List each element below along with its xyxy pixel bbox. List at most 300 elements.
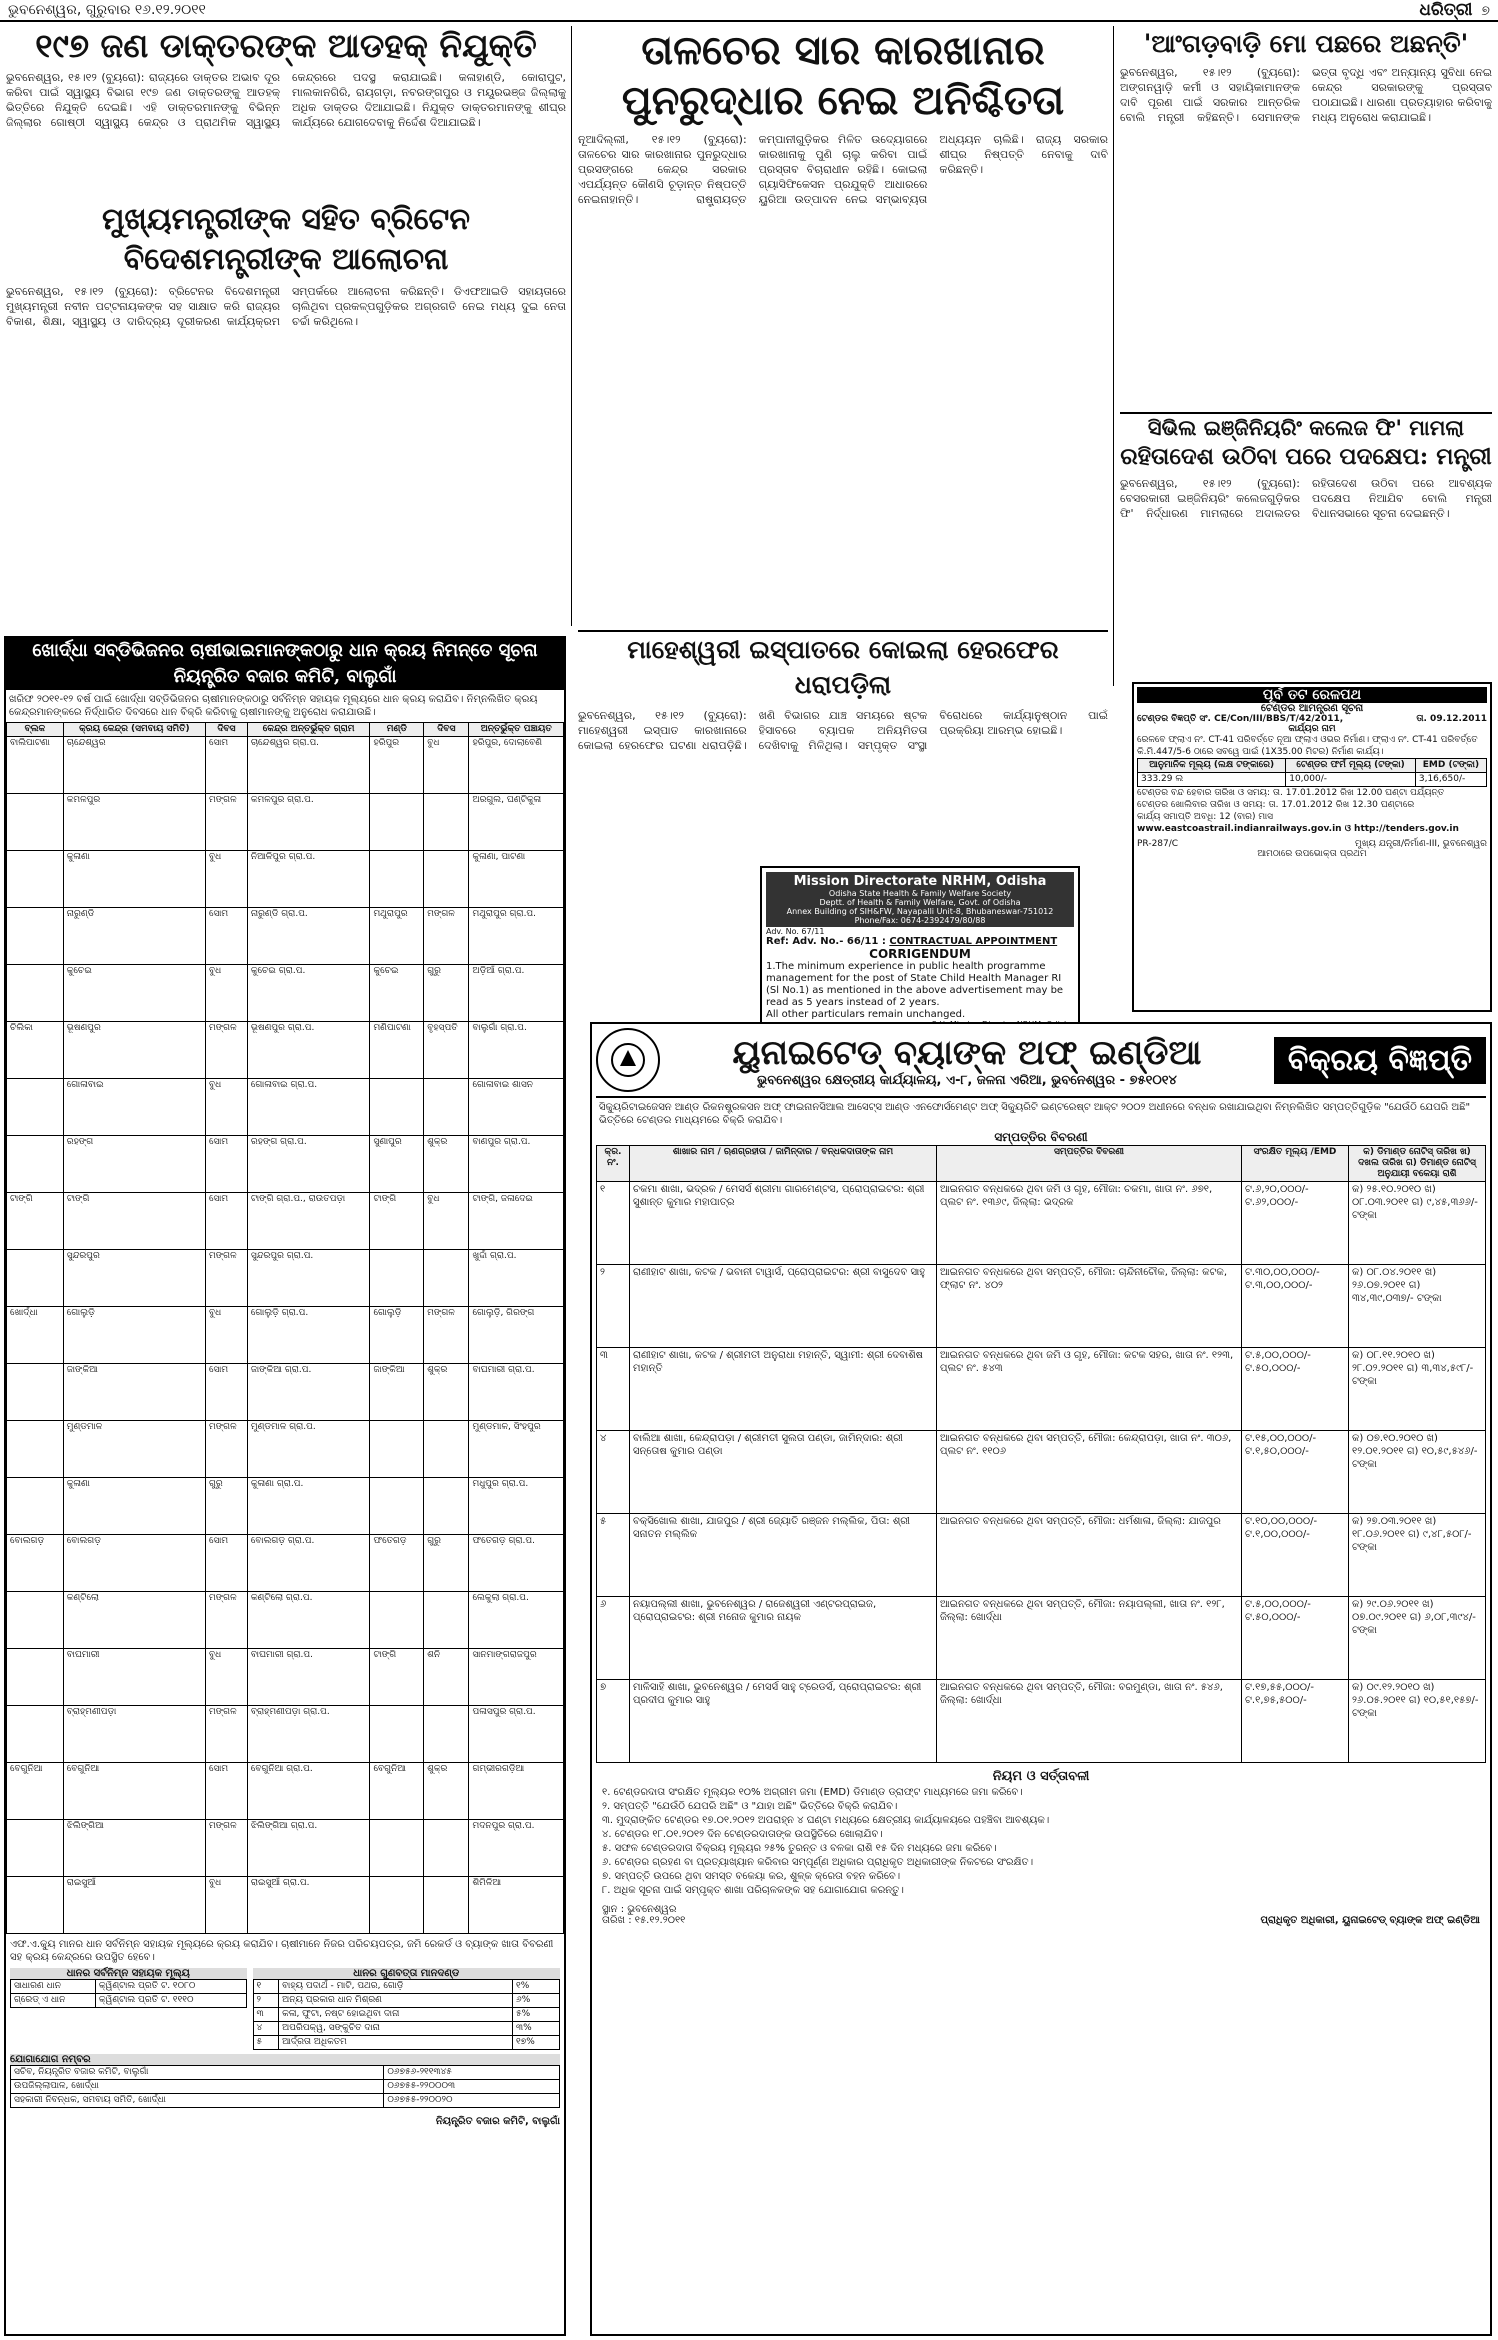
table-cell: ବାଣପୁର ଗ୍ରା.ପ. bbox=[469, 1136, 564, 1193]
table-cell: କ୍ୱିଣ୍ଟାଲ ପ୍ରତି ଟ. ୧୧୧୦ bbox=[95, 1994, 246, 2008]
table-cell: ଝିଲିଙ୍ଗିଆ ଗ୍ରା.ପ. bbox=[247, 1820, 370, 1877]
table-row bbox=[597, 1597, 1486, 1680]
cell-reserve: ଟ.୫,୦୦,୦୦୦/- ଟ.୫୦,୦୦୦/- bbox=[1242, 1597, 1349, 1680]
story-doctors-body: ଭୁବନେଶ୍ୱର, ୧୫।୧୨ (ବ୍ୟୁରୋ): ରାଜ୍ୟରେ ଡାକ୍ତର ଅଭାବ ଦୂର କରିବା ପାଇଁ ସ୍ୱାସ୍ଥ୍ୟ ବିଭାଗ ୧୯୭ ଜଣ ଡାକ୍ତରଙ୍କୁ ଆଡହକ୍ ଭିତ୍ତିରେ ନିଯୁକ୍ତି ଦେଇଛି। ଏହି ଡାକ୍ତରମାନଙ୍କୁ ବିଭିନ୍ନ ଜିଲ୍ଲାର ଗୋଷ୍ଠୀ ସ୍ୱାସ୍ଥ୍ୟ କେନ୍ଦ୍ର ଓ ପ୍ରାଥମିକ ସ୍ୱାସ୍ଥ୍ୟ କେନ୍ଦ୍ରରେ ପଦସ୍ଥ କରାଯାଇଛି। କଳାହାଣ୍ଡି, କୋରାପୁଟ, ମାଲକାନଗିରି, ରାୟଗଡ଼ା, ନବରଙ୍ଗପୁର ଓ ମୟୂରଭଞ୍ଜ ଜିଲ୍ଲାକୁ ଅଧିକ ଡାକ୍ତର ଦିଆଯାଇଛି। ନିଯୁକ୍ତ ଡାକ୍ତରମାନଙ୍କୁ ଶୀଘ୍ର କାର୍ଯ୍ୟରେ ଯୋଗଦେବାକୁ ନିର୍ଦ୍ଦେଶ ଦିଆଯାଇଛି। bbox=[6, 71, 566, 129]
railway-col1: ଆନୁମାନିକ ମୂଲ୍ୟ (ଲକ୍ଷ ଟଙ୍କାରେ) bbox=[1138, 759, 1286, 773]
table-cell: ୧ bbox=[253, 1980, 279, 1994]
table-cell: ବାଘମାରୀ ଗ୍ରା.ପ. bbox=[247, 1649, 370, 1706]
table-cell: ବେଗୁନିଆ bbox=[7, 1763, 64, 1820]
nrhm-corrigendum-ad bbox=[760, 866, 1080, 1046]
term-item: ୪. ଟେଣ୍ଡର ୧୮.୦୧.୨୦୧୨ ଦିନ ଟେଣ୍ଡରଦାତାଙ୍କ ଉପସ୍ଥିତିରେ ଖୋଲାଯିବ। bbox=[602, 1829, 883, 1840]
ubi-table-title: ସମ୍ପତ୍ତିର ବିବରଣୀ bbox=[994, 1130, 1088, 1144]
story-fee-headline-1: ସିଭିଲ ଇଞ୍ଜିନିୟରିଂ କଲେଜ ଫି' ମାମଲା bbox=[1147, 415, 1465, 440]
table-row bbox=[7, 1136, 564, 1193]
table-cell bbox=[424, 1592, 469, 1649]
table-cell: ଆର୍ଦ୍ରତା ଅଧିକତମ bbox=[279, 2036, 513, 2050]
term-item: ୮. ଅଧିକ ସୂଚନା ପାଇଁ ସମ୍ପୃକ୍ତ ଶାଖା ପରିଚାଳକଙ୍କ ସହ ଯୋଗାଯୋଗ କରନ୍ତୁ। bbox=[602, 1885, 904, 1896]
term-item: ୧. ଟେଣ୍ଡରଦାତା ସଂରକ୍ଷିତ ମୂଲ୍ୟର ୧୦% ଅଗ୍ରୀମ ଜମା (EMD) ଡିମାଣ୍ଡ ଡ୍ରାଫ୍ଟ ମାଧ୍ୟମରେ ଜମା କରିବେ। bbox=[602, 1787, 1023, 1798]
table-cell: ବେଗୁନିଆ ଗ୍ରା.ପ. bbox=[247, 1763, 370, 1820]
table-cell: ଗୋଲୁଡ଼ି ଗ୍ରା.ପ. bbox=[247, 1307, 370, 1364]
table-cell: ବୋଲଗଡ଼ ଗ୍ରା.ପ. bbox=[247, 1535, 370, 1592]
table-cell bbox=[370, 1478, 424, 1535]
table-cell: ୨ bbox=[253, 1994, 279, 2008]
proc-header: ଦିବସ bbox=[206, 723, 248, 737]
ubi-property-table bbox=[596, 1145, 1486, 1763]
table-row bbox=[597, 1431, 1486, 1514]
table-row bbox=[7, 851, 564, 908]
cell-property: ଆଇନଗତ ବନ୍ଧକରେ ଥିବା ଜମି ଓ ଗୃହ, ମୌଜା: ଚକମା, ଖାତା ନଂ. ୬୭୧, ପ୍ଲଟ ନଂ. ୧୩୬୯, ଜିଲ୍ଲା: ଭଦ୍ରକ bbox=[937, 1182, 1242, 1265]
table-cell: କୁଚେଇ bbox=[63, 965, 205, 1022]
table-row bbox=[7, 1364, 564, 1421]
table-cell: ବାଘମାରୀ bbox=[63, 1649, 205, 1706]
table-cell: ବୋଲଗଡ଼ bbox=[63, 1535, 205, 1592]
story-doctors-headline: ୧୯୭ ଜଣ ଡାକ୍ତରଙ୍କ ଆଡହକ୍ ନିଯୁକ୍ତି bbox=[35, 26, 537, 65]
table-cell bbox=[7, 794, 64, 851]
spec-title: ଧାନର ଗୁଣବତ୍ତା ମାନଦଣ୍ଡ bbox=[253, 1968, 560, 1979]
nrhm-adv-no: Adv. No. 67/11 bbox=[766, 927, 825, 936]
railway-col2: ଟେଣ୍ଡର ଫର୍ମ ମୂଲ୍ୟ (ଟଙ୍କା) bbox=[1286, 759, 1416, 773]
table-cell: ମଙ୍ଗଳ bbox=[424, 908, 469, 965]
story-fee-headline-2: ରହିତାଦେଶ ଉଠିବା ପରେ ପଦକ୍ଷେପ: ମନ୍ତ୍ରୀ bbox=[1120, 443, 1492, 470]
table-row bbox=[7, 1307, 564, 1364]
table-cell: ଗୋଳାବାଇ bbox=[63, 1079, 205, 1136]
story-talcher bbox=[578, 26, 1108, 626]
table-cell bbox=[370, 794, 424, 851]
table-cell bbox=[7, 1079, 64, 1136]
table-row bbox=[253, 2036, 559, 2050]
table-cell: କୁଚେଇ ଗ୍ରା.ପ. bbox=[247, 965, 370, 1022]
cell-property: ଆଇନଗତ ବନ୍ଧକରେ ଥିବା ସମ୍ପତ୍ତି, ମୌଜା: କେନ୍ଦ୍ରାପଡ଼ା, ଖାତା ନଂ. ୩୦୬, ପ୍ଲଟ ନଂ. ୧୧୦୬ bbox=[937, 1431, 1242, 1514]
table-cell: ରାଇସୁଆଁ ଗ୍ରା.ପ. bbox=[247, 1877, 370, 1934]
table-cell bbox=[370, 851, 424, 908]
table-cell: ବେଗୁନିଆ bbox=[370, 1763, 424, 1820]
table-cell bbox=[370, 1079, 424, 1136]
table-cell: ରହଙ୍ଗ ଗ୍ରା.ପ. bbox=[247, 1136, 370, 1193]
table-row bbox=[11, 2066, 560, 2080]
table-cell: ସୁନ୍ଦରପୁର ଗ୍ରା.ପ. bbox=[247, 1250, 370, 1307]
table-cell: କୁଳାଣା bbox=[63, 851, 205, 908]
bank-address: ଭୁବନେଶ୍ୱର କ୍ଷେତ୍ରୀୟ କାର୍ଯ୍ୟାଳୟ, ଏ-୮, ଜଳନା ଏରିଆ, ଭୁବନେଶ୍ୱର - ୭୫୧୦୧୪ bbox=[757, 1072, 1177, 1088]
table-cell bbox=[7, 908, 64, 965]
table-cell: ଟାଙ୍ଗି bbox=[370, 1649, 424, 1706]
table-cell: କ୍ୱିଣ୍ଟାଲ ପ୍ରତି ଟ. ୧୦୮୦ bbox=[95, 1980, 246, 1994]
table-cell: ଲେକୁଲା ଗ୍ରା.ପ. bbox=[469, 1592, 564, 1649]
cell-dates: କ) ୦୯.୧୨.୨୦୧୦ ଖ) ୨୬.୦୫.୨୦୧୧ ଗ) ୧୦,୫୧,୧୫୭/- ଟଙ୍କା bbox=[1349, 1680, 1486, 1763]
table-cell: ଜାଙ୍କିଆ bbox=[63, 1364, 205, 1421]
table-cell: ବୁଧ bbox=[424, 737, 469, 794]
story-coal-headline: ମାହେଶ୍ୱରୀ ଇସ୍ପାତରେ କୋଇଲା ହେରଫେର ଧରାପଡ଼ିଲା bbox=[627, 635, 1059, 699]
railway-date: ତା. 09.12.2011 bbox=[1416, 714, 1487, 724]
table-cell: ଭୂଷଣପୁର ଗ୍ରା.ପ. bbox=[247, 1022, 370, 1079]
col-dates: କ) ଡିମାଣ୍ଡ ନୋଟିସ୍ ତାରିଖ ଖ) ଦଖଲ ତାରିଖ ଗ) ଡିମାଣ୍ଡ ନୋଟିସ୍ ଅନୁଯାୟୀ ବକେୟା ରାଶି bbox=[1349, 1146, 1486, 1182]
table-row bbox=[7, 1649, 564, 1706]
table-row bbox=[7, 1421, 564, 1478]
table-cell: ମଙ୍ଗଳ bbox=[206, 1250, 248, 1307]
table-cell: ମଙ୍ଗଳ bbox=[206, 1421, 248, 1478]
table-cell: ୦୬୭୫୬-୨୧୧୩୪୫ bbox=[384, 2066, 560, 2080]
cell-reserve: ଟ.୬,୨୦,୦୦୦/- ଟ.୬୨,୦୦୦/- bbox=[1242, 1182, 1349, 1265]
table-cell bbox=[370, 1877, 424, 1934]
table-cell: ୬% bbox=[513, 1994, 560, 2008]
table-row bbox=[7, 965, 564, 1022]
nrhm-ref-title: CONTRACTUAL APPOINTMENT bbox=[889, 936, 1058, 947]
cell-reserve: ଟ.୫,୦୦,୦୦୦/- ଟ.୫୦,୦୦୦/- bbox=[1242, 1348, 1349, 1431]
proc-header: କେନ୍ଦ୍ର ଅନ୍ତର୍ଭୁକ୍ତ ଗ୍ରାମ bbox=[247, 723, 370, 737]
ubi-place: ସ୍ଥାନ : ଭୁବନେଶ୍ୱର bbox=[602, 1904, 677, 1915]
ubi-intro: ସିକ୍ୟୁରିଟାଇଜେସନ ଆଣ୍ଡ ରିକନଷ୍ଟ୍ରକସନ ଅଫ୍ ଫାଇନାନସିଆଲ ଆସେଟ୍ସ ଆଣ୍ଡ ଏନଫୋର୍ସମେଣ୍ଟ ଅଫ୍ ସିକ୍ୟୁରିଟି ଇଣ୍ଟରେଷ୍ଟ ଆକ୍ଟ ୨୦୦୨ ଅଧୀନରେ ବନ୍ଧକ ରଖାଯାଇଥିବା ନିମ୍ନଲିଖିତ ସମ୍ପତ୍ତିଗୁଡ଼ିକ "ଯେଉଁଠି ଯେପରି ଅଛି" ଭିତ୍ତିରେ ଟେଣ୍ଡର ମାଧ୍ୟମରେ ବିକ୍ରି କରାଯିବ। bbox=[599, 1102, 1471, 1126]
table-cell: ସୋମ bbox=[206, 1535, 248, 1592]
table-cell bbox=[424, 1877, 469, 1934]
term-item: ୭. ସମ୍ପତ୍ତି ଉପରେ ଥିବା ସମସ୍ତ ବକେୟା କର, ଶୁଳ୍କ କ୍ରେତା ବହନ କରିବେ। bbox=[602, 1871, 901, 1882]
cell-reserve: ଟ.୧୭,୫୫,୦୦୦/- ଟ.୧,୭୫,୫୦୦/- bbox=[1242, 1680, 1349, 1763]
table-cell bbox=[7, 1136, 64, 1193]
table-cell: ବାଲୁଗାଁ ଗ୍ରା.ପ. bbox=[469, 1022, 564, 1079]
table-cell: ବୁଧ bbox=[206, 965, 248, 1022]
term-item: ୫. ସଫଳ ଟେଣ୍ଡରଦାତା ବିକ୍ରୟ ମୂଲ୍ୟର ୨୫% ତୁରନ୍ତ ଓ ବଳକା ରାଶି ୧୫ ଦିନ ମଧ୍ୟରେ ଜମା କରିବେ। bbox=[602, 1843, 997, 1854]
paddy-procurement-ad bbox=[4, 636, 566, 2336]
table-cell: ୦୬୭୫୫-୨୨୦୦୦୩ bbox=[384, 2080, 560, 2094]
table-row bbox=[7, 908, 564, 965]
table-row bbox=[11, 2094, 560, 2108]
table-row bbox=[597, 1348, 1486, 1431]
table-cell: ହରିପୁର bbox=[370, 737, 424, 794]
table-cell: ମଙ୍ଗଳ bbox=[206, 794, 248, 851]
table-cell: ହରିପୁର, ଦୋଲାବେଣି bbox=[469, 737, 564, 794]
table-cell bbox=[370, 1250, 424, 1307]
table-row bbox=[7, 1250, 564, 1307]
table-cell: ମଙ୍ଗଳ bbox=[206, 1820, 248, 1877]
railway-tender-no: ଟେଣ୍ଡର ବିଜ୍ଞପ୍ତି ସଂ. CE/Con/III/BBS/T/42/2011, bbox=[1137, 714, 1344, 724]
table-cell bbox=[370, 1592, 424, 1649]
railway-val3: 3,16,650/- bbox=[1415, 773, 1486, 787]
table-cell: ସୋମ bbox=[206, 1136, 248, 1193]
cell-property: ଆଇନଗତ ବନ୍ଧକରେ ଥିବା ସମ୍ପତ୍ତି, ମୌଜା: ଚାନ୍ଦିନୀଚୌକ, ଜିଲ୍ଲା: କଟକ, ଫ୍ଲାଟ ନଂ. ୪୦୨ bbox=[937, 1265, 1242, 1348]
table-cell: ଶୁକ୍ର bbox=[424, 1364, 469, 1421]
table-cell: କମଳପୁର bbox=[63, 794, 205, 851]
table-row bbox=[7, 794, 564, 851]
table-cell: ଉପଜିଲ୍ଲାପାଳ, ଖୋର୍ଦ୍ଧା bbox=[11, 2080, 384, 2094]
table-cell: ନିଆଳିପୁର ଗ୍ରା.ପ. bbox=[247, 851, 370, 908]
story-cm-meeting-headline: ମୁଖ୍ୟମନ୍ତ୍ରୀଙ୍କ ସହିତ ବ୍ରିଟେନ ବିଦେଶମନ୍ତ୍ରୀଙ୍କ ଆଲୋଚନା bbox=[101, 202, 471, 277]
table-cell bbox=[7, 1421, 64, 1478]
table-cell: ବ୍ରାହ୍ମଣୀପଡ଼ା bbox=[63, 1706, 205, 1763]
cell-branch: ନୟାପଲ୍ଲୀ ଶାଖା, ଭୁବନେଶ୍ୱର / ରାଜେଶ୍ୱରୀ ଏଣ୍ଟରପ୍ରାଇଜ, ପ୍ରୋପ୍ରାଇଟର: ଶ୍ରୀ ମନୋଜ କୁମାର ନାୟକ bbox=[630, 1597, 937, 1680]
table-cell: ଫତେଗଡ଼ bbox=[370, 1535, 424, 1592]
table-cell: ମଣିପାଟଣା bbox=[370, 1022, 424, 1079]
table-cell: ବୋଲଗଡ଼ bbox=[7, 1535, 64, 1592]
table-cell: ଗ୍ରେଡ୍ ଏ ଧାନ bbox=[11, 1994, 96, 2008]
table-row bbox=[7, 1706, 564, 1763]
table-row bbox=[11, 1994, 247, 2008]
nrhm-body: 1.The minimum experience in public health programme management for the post of State Child Health Manager RI (Sl No.1) as mentioned in the above advertisement may be read as 5 years instead of 2 years. bbox=[766, 961, 1064, 1008]
table-row bbox=[597, 1182, 1486, 1265]
cell-sl: ୧ bbox=[597, 1182, 630, 1265]
table-cell: ୩% bbox=[513, 2022, 560, 2036]
table-cell: ଅଡ଼ିଆଁ ଗ୍ରା.ପ. bbox=[469, 965, 564, 1022]
table-cell: ସାଧାରଣ ଧାନ bbox=[11, 1980, 96, 1994]
term-item: ୩. ମୁଦ୍ରାଙ୍କିତ ଟେଣ୍ଡର ୧୭.୦୧.୨୦୧୨ ଅପରାହ୍ନ ୪ ଘଣ୍ଟା ମଧ୍ୟରେ କ୍ଷେତ୍ରୀୟ କାର୍ଯ୍ୟାଳୟରେ ପହଞ୍ଚିବା ଆବଶ୍ୟକ। bbox=[602, 1815, 1050, 1826]
cell-sl: ୨ bbox=[597, 1265, 630, 1348]
proc-header: ଦିବସ bbox=[424, 723, 469, 737]
table-cell: ଟାଙ୍ଗି bbox=[7, 1193, 64, 1250]
cell-reserve: ଟ.୧୦,୦୦,୦୦୦/- ଟ.୧,୦୦,୦୦୦/- bbox=[1242, 1514, 1349, 1597]
page-number: ୭ bbox=[1481, 3, 1490, 19]
table-cell: ଶିମିଳିଆ bbox=[469, 1877, 564, 1934]
bank-name: ୟୁନାଇଟେଡ୍ ବ୍ୟାଙ୍କ ଅଫ୍ ଇଣ୍ଡିଆ bbox=[732, 1032, 1202, 1073]
col-reserve: ସଂରକ୍ଷିତ ମୂଲ୍ୟ /EMD bbox=[1242, 1146, 1349, 1182]
table-cell: ବୁଧ bbox=[206, 1877, 248, 1934]
story-anganwadi-body: ଭୁବନେଶ୍ୱର, ୧୫।୧୨ (ବ୍ୟୁରୋ): ଅଙ୍ଗନୱାଡ଼ି କର୍ମୀ ଓ ସହାୟିକାମାନଙ୍କ ଦାବି ପୂରଣ ପାଇଁ ସରକାର ଆନ୍ତରିକ ବୋଲି ମନ୍ତ୍ରୀ କହିଛନ୍ତି। ସେମାନଙ୍କ ଭତ୍ତା ବୃଦ୍ଧି ଏବଂ ଅନ୍ୟାନ୍ୟ ସୁବିଧା ନେଇ କେନ୍ଦ୍ର ସରକାରଙ୍କୁ ପ୍ରସ୍ତାବ ପଠାଯାଇଛି। ଧାରଣା ପ୍ରତ୍ୟାହାର କରିବାକୁ ମଧ୍ୟ ଅନୁରୋଧ କରାଯାଇଛି। bbox=[1120, 66, 1492, 124]
cell-property: ଆଇନଗତ ବନ୍ଧକରେ ଥିବା ସମ୍ପତ୍ତି, ମୌଜା: ବରମୁଣ୍ଡା, ଖାତା ନଂ. ୫୪୬, ଜିଲ୍ଲା: ଖୋର୍ଦ୍ଧା bbox=[937, 1680, 1242, 1763]
table-cell: ସଚିବ, ନିୟନ୍ତ୍ରିତ ବଜାର କମିଟି, ବାଲୁଗାଁ bbox=[11, 2066, 384, 2080]
table-cell: ସାନମାଙ୍ଗରାଜପୁର bbox=[469, 1649, 564, 1706]
table-row bbox=[7, 1079, 564, 1136]
table-cell: ସୋମ bbox=[206, 1763, 248, 1820]
table-cell: ବେଗୁନିଆ bbox=[63, 1763, 205, 1820]
story-talcher-body: ନୂଆଦିଲ୍ଲୀ, ୧୫।୧୨ (ବ୍ୟୁରୋ): ତାଳଚେର ସାର କାରଖାନାର ପୁନରୁଦ୍ଧାର ପ୍ରସଙ୍ଗରେ କେନ୍ଦ୍ର ସରକାର ଏପର୍ଯ୍ୟନ୍ତ କୌଣସି ଚୂଡ଼ାନ୍ତ ନିଷ୍ପତ୍ତି ନେଇନାହାନ୍ତି। ରାଷ୍ଟ୍ରାୟତ୍ତ କମ୍ପାନୀଗୁଡ଼ିକର ମିଳିତ ଉଦ୍ୟୋଗରେ କାରଖାନାକୁ ପୁଣି ଚାଲୁ କରିବା ପାଇଁ ପ୍ରସ୍ତାବ ବିଚାରାଧୀନ ରହିଛି। କୋଇଲା ଗ୍ୟାସିଫିକେସନ ପ୍ରଯୁକ୍ତି ଆଧାରରେ ୟୁରିଆ ଉତ୍ପାଦନ ନେଇ ସମ୍ଭାବ୍ୟତା ଅଧ୍ୟୟନ ଚାଲିଛି। ରାଜ୍ୟ ସରକାର ଶୀଘ୍ର ନିଷ୍ପତ୍ତି ନେବାକୁ ଦାବି କରିଛନ୍ତି। bbox=[578, 133, 1108, 206]
table-cell bbox=[424, 1421, 469, 1478]
railway-val2: 10,000/- bbox=[1286, 773, 1416, 787]
cell-property: ଆଇନଗତ ବନ୍ଧକରେ ଥିବା ଜମି ଓ ଗୃହ, ମୌଜା: କଟକ ସହର, ଖାତା ନଂ. ୧୨୩, ପ୍ଲଟ ନଂ. ୫୪୩ bbox=[937, 1348, 1242, 1431]
table-row bbox=[7, 1592, 564, 1649]
col-sl: କ୍ର. ନଂ. bbox=[597, 1146, 630, 1182]
cell-branch: ମାଳିସାହି ଶାଖା, ଭୁବନେଶ୍ୱର / ମେସର୍ସ ସାହୁ ଟ୍ରେଡର୍ସ, ପ୍ରୋପ୍ରାଇଟର: ଶ୍ରୀ ପ୍ରଦୀପ କୁମାର ସାହୁ bbox=[630, 1680, 937, 1763]
table-cell bbox=[424, 1820, 469, 1877]
table-cell: ମଥୁରାପୁର ଗ୍ରା.ପ. bbox=[469, 908, 564, 965]
table-cell bbox=[424, 1079, 469, 1136]
cell-reserve: ଟ.୧୫,୦୦,୦୦୦/- ଟ.୧,୫୦,୦୦୦/- bbox=[1242, 1431, 1349, 1514]
story-doctors bbox=[6, 26, 566, 194]
col-branch: ଶାଖାର ନାମ / ଋଣଗ୍ରହୀତା / ଜାମିନ୍‌ଦାର / ବନ୍ଧକଦାତାଙ୍କ ନାମ bbox=[630, 1146, 937, 1182]
table-row bbox=[7, 1763, 564, 1820]
table-row bbox=[11, 2080, 560, 2094]
nrhm-body2: All other particulars remain unchanged. bbox=[766, 1009, 966, 1020]
table-cell bbox=[424, 1478, 469, 1535]
table-cell bbox=[7, 851, 64, 908]
nrhm-sub4: Phone/Fax: 0674-2392479/80/88 bbox=[854, 916, 986, 925]
table-cell: ଟାଙ୍ଗି bbox=[370, 1193, 424, 1250]
table-cell: ଗୋଲୁଡ଼ି bbox=[370, 1307, 424, 1364]
ubi-date: ତାରିଖ : ୧୫.୧୨.୨୦୧୧ bbox=[602, 1915, 686, 1926]
table-cell: ଫତେଗଡ଼ ଗ୍ରା.ପ. bbox=[469, 1535, 564, 1592]
story-coal-body: ଭୁବନେଶ୍ୱର, ୧୫।୧୨ (ବ୍ୟୁରୋ): ମାହେଶ୍ୱରୀ ଇସ୍ପାତ କାରଖାନାରେ କୋଇଲା ହେରଫେର ଘଟଣା ଧରାପଡ଼ିଛି। ଖଣି ବିଭାଗର ଯାଞ୍ଚ ସମୟରେ ଷ୍ଟକ ହିସାବରେ ବ୍ୟାପକ ଅନିୟମିତତା ଦେଖିବାକୁ ମିଳିଥିଲା। ସମ୍ପୃକ୍ତ ସଂସ୍ଥା ବିରୋଧରେ କାର୍ଯ୍ୟାନୁଷ୍ଠାନ ପାଇଁ ପ୍ରକ୍ରିୟା ଆରମ୍ଭ ହୋଇଛି। bbox=[578, 709, 1108, 752]
nrhm-sub3: Annex Building of SIH&FW, Nayapalli Unit-8, Bhubaneswar-751012 bbox=[786, 907, 1054, 916]
table-cell: ବୁଧ bbox=[206, 1307, 248, 1364]
table-cell: ୫ bbox=[253, 2036, 279, 2050]
proc-header: ମଣ୍ଡି bbox=[370, 723, 424, 737]
railway-sign: ମୁଖ୍ୟ ଯନ୍ତ୍ରୀ/ନିର୍ମାଣ-III, ଭୁବନେଶ୍ୱର bbox=[1354, 839, 1487, 849]
procurement-intro: ଖରିଫ ୨୦୧୧-୧୨ ବର୍ଷ ପାଇଁ ଖୋର୍ଦ୍ଧା ସବ୍‌ଡିଭିଜନର ଚାଷୀମାନଙ୍କଠାରୁ ସର୍ବନିମ୍ନ ସହାୟକ ମୂଲ୍ୟରେ ଧାନ କ୍ରୟ କରାଯିବ। ନିମ୍ନଲିଖିତ କ୍ରୟ କେନ୍ଦ୍ରମାନଙ୍କରେ ନିର୍ଦ୍ଧାରିତ ଦିବସରେ ଧାନ ବିକ୍ରି କରିବାକୁ ଚାଷୀମାନଙ୍କୁ ଅନୁରୋଧ କରାଯାଉଛି। bbox=[9, 694, 538, 718]
cell-branch: ଚକମା ଶାଖା, ଭଦ୍ରକ / ମେସର୍ସ ଶ୍ରୀମା ଗାରମେଣ୍ଟସ, ପ୍ରୋପ୍ରାଇଟର: ଶ୍ରୀ ସୁଶାନ୍ତ କୁମାର ମହାପାତ୍ର bbox=[630, 1182, 937, 1265]
nrhm-ref: Ref: Adv. No.- 66/11 : bbox=[766, 936, 886, 947]
railway-web[interactable]: www.eastcoastrail.indianrailways.gov.in ଓ http://tenders.gov.in bbox=[1137, 824, 1459, 834]
table-cell: ଟାଙ୍ଗି bbox=[63, 1193, 205, 1250]
table-row bbox=[7, 737, 564, 794]
table-cell: ଝିଲିଙ୍ଗିଆ bbox=[63, 1820, 205, 1877]
table-cell: ଗୋଳାବାଇ ଶାସନ bbox=[469, 1079, 564, 1136]
railway-val1: 333.29 ଲ bbox=[1138, 773, 1286, 787]
table-row bbox=[7, 1877, 564, 1934]
railway-subtitle: ଟେଣ୍ଡର ଆମନ୍ତ୍ରଣ ସୂଚନା bbox=[1260, 703, 1364, 714]
table-cell: ଚାନ୍ଦେଶ୍ୱର ଗ୍ରା.ପ. bbox=[247, 737, 370, 794]
table-cell: କୁଳାଣା bbox=[63, 1478, 205, 1535]
table-cell: ବୁଧ bbox=[424, 1193, 469, 1250]
table-cell: କଣ୍ଟିଲୋ ଗ୍ରା.ପ. bbox=[247, 1592, 370, 1649]
cell-sl: ୬ bbox=[597, 1597, 630, 1680]
table-cell bbox=[7, 1250, 64, 1307]
story-cm-meeting-body: ଭୁବନେଶ୍ୱର, ୧୫।୧୨ (ବ୍ୟୁରୋ): ବ୍ରିଟେନର ବିଦେଶମନ୍ତ୍ରୀ ମୁଖ୍ୟମନ୍ତ୍ରୀ ନବୀନ ପଟ୍ଟନାୟକଙ୍କ ସହ ସାକ୍ଷାତ କରି ରାଜ୍ୟର ବିକାଶ, ଶିକ୍ଷା, ସ୍ୱାସ୍ଥ୍ୟ ଓ ଦାରିଦ୍ର୍ୟ ଦୂରୀକରଣ କାର୍ଯ୍ୟକ୍ରମ ସମ୍ପର୍କରେ ଆଲୋଚନା କରିଛନ୍ତି। ଡିଏଫଆଇଡି ସହାୟତାରେ ଚାଲିଥିବା ପ୍ରକଳ୍ପଗୁଡ଼ିକର ଅଗ୍ରଗତି ନେଇ ମଧ୍ୟ ଦୁଇ ନେତା ଚର୍ଚ୍ଚା କରିଥିଲେ। bbox=[6, 285, 566, 328]
table-cell: ଶୁକ୍ର bbox=[424, 1136, 469, 1193]
table-cell: ୧୭% bbox=[513, 2036, 560, 2050]
table-cell: ଚାନ୍ଦେଶ୍ୱର bbox=[63, 737, 205, 794]
sale-notice-title: ବିକ୍ରୟ ବିଜ୍ଞପ୍ତି bbox=[1274, 1037, 1486, 1084]
table-cell: ମଧୁପୁର ଗ୍ରା.ପ. bbox=[469, 1478, 564, 1535]
table-row bbox=[7, 1820, 564, 1877]
story-fee-body: ଭୁବନେଶ୍ୱର, ୧୫।୧୨ (ବ୍ୟୁରୋ): ବେସରକାରୀ ଇଞ୍ଜିନିୟରିଂ କଲେଜଗୁଡ଼ିକର ଫି' ନିର୍ଦ୍ଧାରଣ ମାମଲାରେ ଅଦାଲତର ରହିତାଦେଶ ଉଠିବା ପରେ ଆବଶ୍ୟକ ପଦକ୍ଷେପ ନିଆଯିବ ବୋଲି ମନ୍ତ୍ରୀ ବିଧାନସଭାରେ ସୂଚନା ଦେଇଛନ୍ତି। bbox=[1120, 477, 1492, 520]
msp-table bbox=[10, 1979, 247, 2008]
railway-close: ଟେଣ୍ଡର ବନ୍ଦ ହେବାର ତାରିଖ ଓ ସମୟ: ତା. 17.01.2012 ରିଖ 12.00 ଘଣ୍ଟା ପର୍ଯ୍ୟନ୍ତ bbox=[1137, 788, 1445, 798]
proc-header: ବ୍ଲକ bbox=[7, 723, 64, 737]
cell-dates: କ) ୦୭.୧୦.୨୦୧୦ ଖ) ୧୨.୦୧.୨୦୧୧ ଗ) ୧୦,୫୯,୫୪୬/- ଟଙ୍କା bbox=[1349, 1431, 1486, 1514]
cell-branch: ବାଲିଆ ଶାଖା, କେନ୍ଦ୍ରାପଡ଼ା / ଶ୍ରୀମତୀ ସୁଲତା ପଣ୍ଡା, ଜାମିନ୍‌ଦାର: ଶ୍ରୀ ସନ୍ତୋଷ କୁମାର ପଣ୍ଡା bbox=[630, 1431, 937, 1514]
table-cell: ଗୋଳାବାଇ ଗ୍ରା.ପ. bbox=[247, 1079, 370, 1136]
cell-sl: ୩ bbox=[597, 1348, 630, 1431]
table-cell: ଖୋର୍ଦ୍ଧା bbox=[7, 1307, 64, 1364]
railway-period: କାର୍ଯ୍ୟ ସମାପ୍ତି ଅବଧି: 12 (ବାର) ମାସ bbox=[1137, 812, 1274, 822]
table-cell bbox=[424, 794, 469, 851]
ubi-sale-notice bbox=[590, 1022, 1492, 2336]
nrhm-sub2: Deptt. of Health & Family Welfare, Govt. of Odisha bbox=[819, 898, 1021, 907]
railway-work: ରେଳବେ ଫ୍ଲାଏ ନଂ. CT-41 ପରିବର୍ତ୍ତେ ନୂଆ ଫ୍ଲାଏ ଓଭର ନିର୍ମାଣ। ଫ୍ଲାଏ ନଂ. CT-41 ପରିବର୍ତ୍ତେ କି.ମି.447/5-6 ଠାରେ ସବୱେ ପାଇଁ (1X35.00 ମିଟର) ନିର୍ମାଣ କାର୍ଯ୍ୟ। bbox=[1137, 735, 1478, 757]
column-rule bbox=[1113, 26, 1114, 686]
table-cell: ଅନ୍ୟ ପ୍ରକାର ଧାନ ମିଶ୍ରଣ bbox=[279, 1994, 513, 2008]
table-cell bbox=[370, 1421, 424, 1478]
table-cell bbox=[370, 1706, 424, 1763]
table-cell: ପଳାସପୁର ଗ୍ରା.ପ. bbox=[469, 1706, 564, 1763]
table-cell: କୁଳାଣା, ପାଟଣା bbox=[469, 851, 564, 908]
table-cell bbox=[7, 1592, 64, 1649]
column-rule bbox=[571, 26, 572, 626]
story-anganwadi-headline: 'ଆଂଗଡ଼ବାଡ଼ି ମୋ ପଛରେ ଅଛନ୍ତି' bbox=[1143, 29, 1469, 58]
table-cell: ରାଇସୁଆଁ bbox=[63, 1877, 205, 1934]
cell-dates: କ) ୨୯.୦୬.୨୦୧୧ ଖ) ୦୭.୦୯.୨୦୧୧ ଗ) ୬,୦୮,୩୯୪/- ଟଙ୍କା bbox=[1349, 1597, 1486, 1680]
terms-title: ନିୟମ ଓ ସର୍ତ୍ତାବଳୀ bbox=[992, 1769, 1090, 1784]
table-row bbox=[253, 1994, 559, 2008]
table-row bbox=[7, 1478, 564, 1535]
table-cell bbox=[7, 1820, 64, 1877]
table-cell: ବ୍ରାହ୍ମଣୀପଡ଼ା ଗ୍ରା.ପ. bbox=[247, 1706, 370, 1763]
table-row bbox=[7, 1193, 564, 1250]
procurement-title-2: ନିୟନ୍ତ୍ରିତ ବଜାର କମିଟି, ବାଲୁଗାଁ bbox=[6, 664, 564, 690]
table-cell: ସୋମ bbox=[206, 737, 248, 794]
procurement-sign: ନିୟନ୍ତ୍ରିତ ବଜାର କମିଟି, ବାଲୁଗାଁ bbox=[435, 2116, 560, 2127]
table-cell: ବାଘମାରୀ ଗ୍ରା.ପ. bbox=[469, 1364, 564, 1421]
table-cell bbox=[424, 1250, 469, 1307]
table-cell: ଗୁରୁ bbox=[206, 1478, 248, 1535]
table-cell: ୪ bbox=[253, 2022, 279, 2036]
table-cell: ଶନି bbox=[424, 1649, 469, 1706]
railway-cost-table bbox=[1137, 758, 1487, 787]
table-cell bbox=[7, 965, 64, 1022]
page-header bbox=[0, 0, 1498, 22]
table-cell bbox=[7, 1706, 64, 1763]
proc-header: କ୍ରୟ କେନ୍ଦ୍ର (ସମବାୟ ସମିତି) bbox=[63, 723, 205, 737]
ubi-sign: ପ୍ରାଧିକୃତ ଅଧିକାରୀ, ୟୁନାଇଟେଡ୍ ବ୍ୟାଙ୍କ ଅଫ୍ ଇଣ୍ଡିଆ bbox=[1260, 1915, 1480, 1926]
table-cell: ବୃହସ୍ପତି bbox=[424, 1022, 469, 1079]
table-cell: ବୁଧ bbox=[206, 1079, 248, 1136]
railway-open: ଟେଣ୍ଡର ଖୋଲିବାର ତାରିଖ ଓ ସମୟ: ତା. 17.01.2012 ରିଖ 12.30 ଘଣ୍ଟାରେ bbox=[1137, 800, 1415, 810]
cell-property: ଆଇନଗତ ବନ୍ଧକରେ ଥିବା ସମ୍ପତ୍ତି, ମୌଜା: ନୟାପଲ୍ଲୀ, ଖାତା ନଂ. ୧୨୮, ଜିଲ୍ଲା: ଖୋର୍ଦ୍ଧା bbox=[937, 1597, 1242, 1680]
cell-sl: ୭ bbox=[597, 1680, 630, 1763]
spec-table bbox=[253, 1979, 560, 2050]
table-cell: ଭୂଷଣପୁର bbox=[63, 1022, 205, 1079]
cell-branch: ରାଣୀହାଟ ଶାଖା, କଟକ / ଭବାନୀ ଟାୱାର୍ସ, ପ୍ରୋପ୍ରାଇଟର: ଶ୍ରୀ ବାସୁଦେବ ସାହୁ bbox=[630, 1265, 937, 1348]
table-row bbox=[597, 1514, 1486, 1597]
table-cell: କୁଚେଇ bbox=[370, 965, 424, 1022]
table-row bbox=[7, 1022, 564, 1079]
table-cell: ଜାଙ୍କିଆ bbox=[370, 1364, 424, 1421]
nrhm-sub1: Odisha State Health & Family Welfare Society bbox=[828, 889, 1012, 898]
railway-title: ପୂର୍ବ ତଟ ରେଳପଥ bbox=[1137, 687, 1487, 703]
table-cell: ୩ bbox=[253, 2008, 279, 2022]
table-cell bbox=[7, 1877, 64, 1934]
table-cell: ଗୋଲୁଡ଼ି bbox=[63, 1307, 205, 1364]
railway-tender-ad bbox=[1132, 682, 1492, 1012]
table-cell: ମୁଣ୍ଡମାଳ ଗ୍ରା.ପ. bbox=[247, 1421, 370, 1478]
table-row bbox=[253, 2022, 559, 2036]
table-cell bbox=[424, 851, 469, 908]
table-cell: ମଙ୍ଗଳ bbox=[206, 1022, 248, 1079]
table-cell: ବୁଧ bbox=[206, 851, 248, 908]
nrhm-corrigendum: CORRIGENDUM bbox=[869, 947, 971, 961]
table-row bbox=[597, 1265, 1486, 1348]
story-anganwadi bbox=[1120, 26, 1492, 406]
table-cell: ଗୁରୁ bbox=[424, 965, 469, 1022]
cell-sl: ୫ bbox=[597, 1514, 630, 1597]
table-cell: ବାହ୍ୟ ପଦାର୍ଥ - ମାଟି, ପଥର, ଗୋଡ଼ି bbox=[279, 1980, 513, 1994]
table-cell: ଜାଙ୍କିଆ ଗ୍ରା.ପ. bbox=[247, 1364, 370, 1421]
cell-dates: କ) ୨୫.୧୦.୨୦୧୦ ଖ) ୦୮.୦୩.୨୦୧୧ ଗ) ୯,୪୫,୩୬୬/- ଟଙ୍କା bbox=[1349, 1182, 1486, 1265]
railway-work-label: କାର୍ଯ୍ୟର ନାମ bbox=[1288, 724, 1336, 734]
table-cell: ଚିଲିକା bbox=[7, 1022, 64, 1079]
table-cell: ବୁଧ bbox=[206, 1649, 248, 1706]
term-item: ୬. ଟେଣ୍ଡର ଗ୍ରହଣ ବା ପ୍ରତ୍ୟାଖ୍ୟାନ କରିବାର ସମ୍ପୂର୍ଣ୍ଣ ଅଧିକାର ପ୍ରାଧିକୃତ ଅଧିକାରୀଙ୍କ ନିକଟରେ ସଂରକ୍ଷିତ। bbox=[602, 1857, 1034, 1868]
newspaper-brand: ଧରିତ୍ରୀ bbox=[1419, 0, 1473, 20]
cell-dates: କ) ୦୮.୧୧.୨୦୧୦ ଖ) ୨୮.୦୨.୨୦୧୧ ଗ) ୩,୩୪,୫୯୮/- ଟଙ୍କା bbox=[1349, 1348, 1486, 1431]
contact-table bbox=[10, 2065, 560, 2108]
table-cell bbox=[424, 1706, 469, 1763]
table-cell: ସହକାରୀ ନିବନ୍ଧକ, ସମବାୟ ସମିତି, ଖୋର୍ଦ୍ଧା bbox=[11, 2094, 384, 2108]
table-cell: ଗୁରୁ bbox=[424, 1535, 469, 1592]
table-cell: ୫% bbox=[513, 2008, 560, 2022]
table-cell: ଟାଙ୍ଗି ଗ୍ରା.ପ., ରାଉତପଡ଼ା bbox=[247, 1193, 370, 1250]
table-row bbox=[253, 1980, 559, 1994]
table-cell: ମଙ୍ଗଳ bbox=[424, 1307, 469, 1364]
procurement-title-1: ଖୋର୍ଦ୍ଧା ସବ୍‌ଡିଭିଜନର ଚାଷୀଭାଇମାନଙ୍କଠାରୁ ଧାନ କ୍ରୟ ନିମନ୍ତେ ସୂଚନା bbox=[6, 638, 564, 664]
dateline: ଭୁବନେଶ୍ୱର, ଗୁରୁବାର ୧୬.୧୨.୨୦୧୧ bbox=[8, 2, 206, 18]
table-cell: ଗମ୍ଭୀରଗଡ଼ିଆ bbox=[469, 1763, 564, 1820]
table-cell: ୦୬୭୫୫-୨୨୦୦୨୦ bbox=[384, 2094, 560, 2108]
table-cell: ସୋମ bbox=[206, 1193, 248, 1250]
table-cell: ସୋମ bbox=[206, 1364, 248, 1421]
table-cell: ଅପରିପକ୍ୱ, ସଙ୍କୁଚିତ ଦାନା bbox=[279, 2022, 513, 2036]
cell-property: ଆଇନଗତ ବନ୍ଧକରେ ଥିବା ସମ୍ପତ୍ତି, ମୌଜା: ଧର୍ମଶାଳା, ଜିଲ୍ଲା: ଯାଜପୁର bbox=[937, 1514, 1242, 1597]
railway-code: PR-287/C bbox=[1137, 839, 1179, 849]
cell-branch: ରାଣୀହାଟ ଶାଖା, କଟକ / ଶ୍ରୀମତୀ ଅନୁରାଧା ମହାନ୍ତି, ସ୍ୱାମୀ: ଶ୍ରୀ ଦେବାଶିଷ ମହାନ୍ତି bbox=[630, 1348, 937, 1431]
cell-branch: ବକ୍ସିଖୋଲ ଶାଖା, ଯାଜପୁର / ଶ୍ରୀ ଜ୍ୟୋତି ରଞ୍ଜନ ମଲ୍ଲିକ, ପିତା: ଶ୍ରୀ ସନାତନ ମଲ୍ଲିକ bbox=[630, 1514, 937, 1597]
table-row bbox=[253, 2008, 559, 2022]
railway-col3: EMD (ଟଙ୍କା) bbox=[1415, 759, 1486, 773]
